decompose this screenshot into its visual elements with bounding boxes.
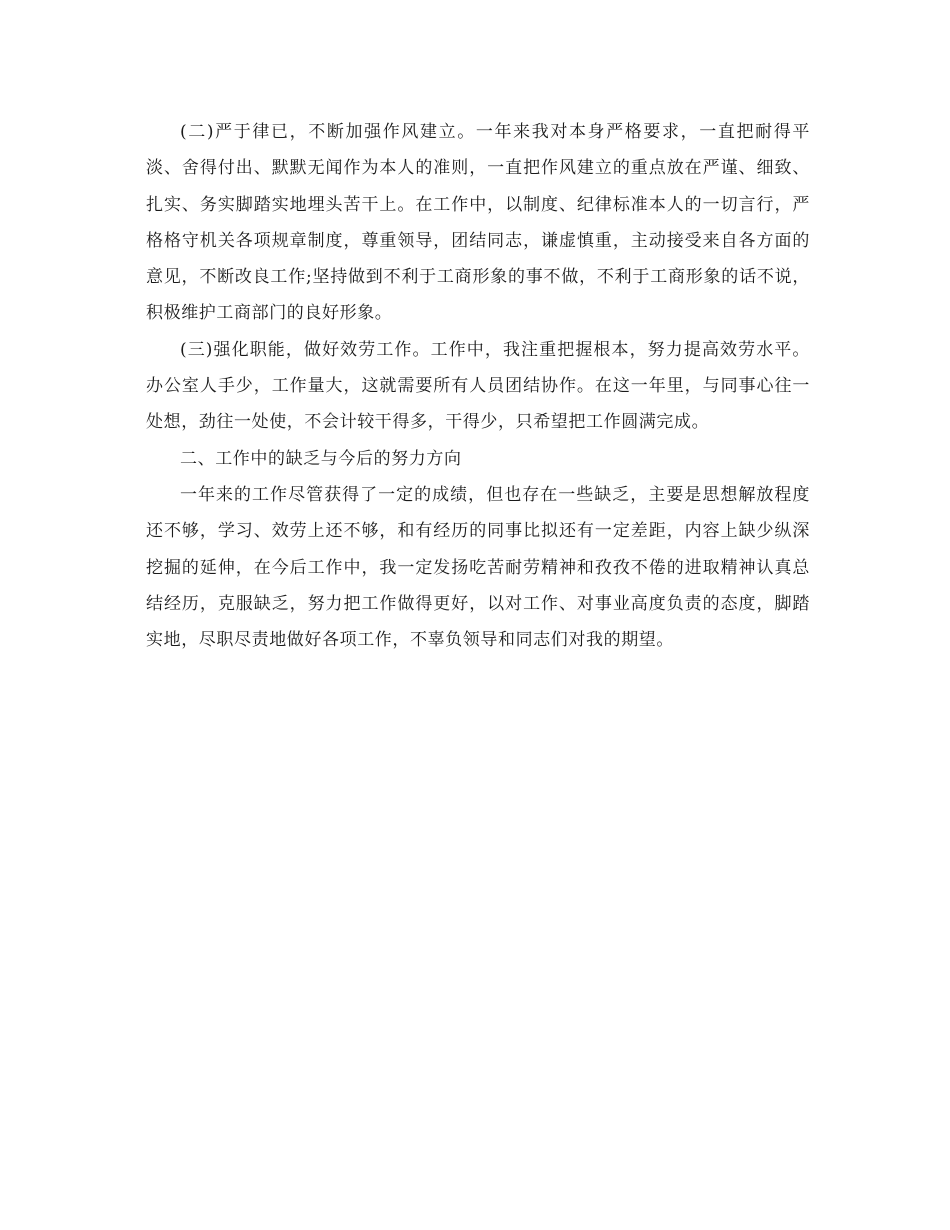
paragraph-self-discipline: (二)严于律已，不断加强作风建立。一年来我对本身严格要求，一直把耐得平淡、舍得付出、默默无闻作为本人的准则，一直把作风建立的重点放在严谨、细致、扎实、务实脚踏实地埋头苦干上。在工作中，以制度、纪律标准本人的一切言行，严格格守机关各项规章制度，尊重领导，团结同志，谦虚慎重，主动接受来自各方面的意见，不断改良工作;坚持做到不利于工商形象的事不做，不利于工商形象的话不说，积极维护工商部门的良好形象。 <box>146 122 810 324</box>
paragraph-future-direction: 一年来的工作尽管获得了一定的成绩，但也存在一些缺乏，主要是思想解放程度还不够，学习、效劳上还不够，和有经历的同事比拟还有一定差距，内容上缺少纵深挖掘的延伸，在今后工作中，我一定发扬吃苦耐劳精神和孜孜不倦的进取精神认真总结经历，克服缺乏，努力把工作做得更好，以对工作、对事业高度负责的态度，脚踏实地，尽职尽责地做好各项工作，不辜负领导和同志们对我的期望。 <box>146 484 810 651</box>
document-body <box>146 114 810 658</box>
paragraph-service-function: (三)强化职能，做好效劳工作。工作中，我注重把握根本，努力提高效劳水平。办公室人手少，工作量大，这就需要所有人员团结协作。在这一年里，与同事心往一处想，劲往一处使，不会计较干得多，干得少，只希望把工作圆满完成。 <box>146 339 810 433</box>
section-heading-shortcomings: 二、工作中的缺乏与今后的努力方向 <box>180 448 462 469</box>
